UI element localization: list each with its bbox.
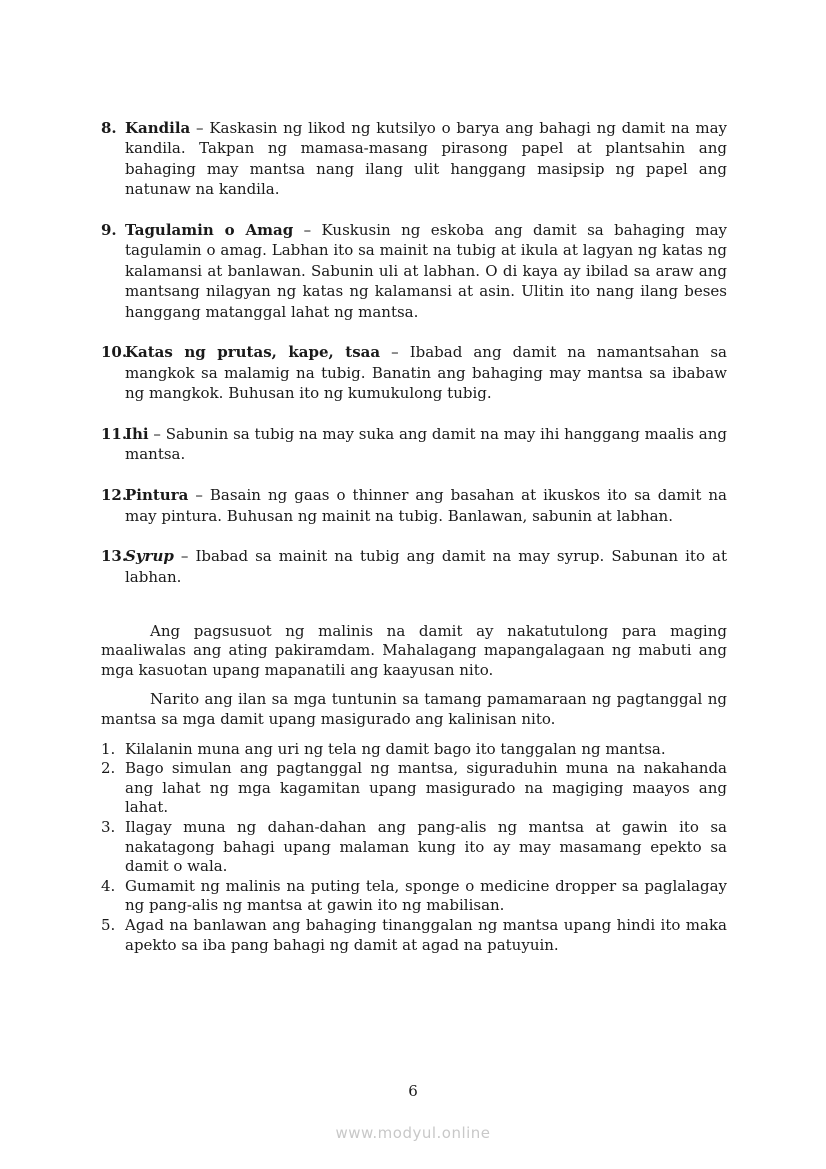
- rule-item: [101, 740, 727, 760]
- item-number: 10.: [101, 343, 128, 362]
- rule-text: Bago simulan ang pagtanggal ng mantsa, siguraduhin muna na nakahanda ang lahat ng mga kagamitan upang masigurado na magiging maayos ang lahat.: [125, 759, 727, 817]
- stain-item: [101, 342, 727, 403]
- stain-instructions: – Sabunin sa tubig na may suka ang damit na may ihi hanggang maalis ang mantsa.: [125, 425, 727, 464]
- stain-instructions: – Ibabad sa mainit na tubig ang damit na may syrup. Sabunan ito at labhan.: [125, 547, 727, 586]
- stain-instructions: – Kaskasin ng likod ng kutsilyo o barya ang bahagi ng damit na may kandila. Takpan ng mamasa-masang pirasong papel at plantsahin ang bahaging may mantsa nang ilang ulit hanggang masipsip ng papel ang natunaw na kandila.: [125, 119, 727, 199]
- stain-instructions: – Basain ng gaas o thinner ang basahan at ikuskos ito sa damit na may pintura. Buhusan ng mainit na tubig. Banlawan, sabunin at labhan.: [125, 486, 727, 525]
- stain-term: Syrup: [125, 547, 174, 566]
- item-number: 12.: [101, 486, 128, 505]
- document-body: [101, 118, 727, 955]
- page-number: 6: [408, 1082, 418, 1100]
- rule-text: Ilagay muna ng dahan-dahan ang pang-alis ng mantsa at gawin ito sa nakatagong bahagi upang malaman kung ito ay may masamang epekto sa damit o wala.: [125, 818, 727, 876]
- intro-paragraph: Ang pagsusuot ng malinis na damit ay nakatutulong para maging maaliwalas ang ating pakiramdam. Mahalagang mapangalagaan ng mabuti ang mga kasuotan upang mapanatili ang kaayusan nito.: [101, 621, 727, 679]
- rule-item: [101, 818, 727, 877]
- rule-number: 1.: [101, 739, 116, 758]
- stain-item: [101, 220, 727, 322]
- item-number: 9.: [101, 221, 117, 240]
- stain-term: Ihi: [125, 425, 149, 444]
- stain-item: [101, 424, 727, 465]
- watermark-text: www.modyul.online: [335, 1124, 491, 1142]
- rule-item: [101, 916, 727, 955]
- rule-number: 4.: [101, 876, 116, 895]
- stain-item: [101, 118, 727, 200]
- item-number: 13.: [101, 547, 128, 566]
- section-spacer: [101, 608, 727, 622]
- rule-text: Gumamit ng malinis na puting tela, sponge o medicine dropper sa paglalagay ng pang-alis ng mantsa at gawin ito ng mabilisan.: [125, 876, 727, 915]
- rules-intro-paragraph: Narito ang ilan sa mga tuntunin sa tamang pamamaraan ng pagtanggal ng mantsa sa mga damit upang masigurado ang kalinisan nito.: [101, 690, 727, 729]
- rule-item: [101, 877, 727, 916]
- stain-instructions: – Kuskusin ng eskoba ang damit sa bahaging may tagulamin o amag. Labhan ito sa mainit na tubig at ikula at lagyan ng katas ng kalamansi at banlawan. Sabunin uli at labhan. O di kaya ay ibilad sa araw ang mantsang nilagyan ng katas ng kalamansi at asin. Ulitin ito nang ilang beses hanggang matanggal lahat ng mantsa.: [125, 221, 727, 321]
- rule-number: 2.: [101, 759, 116, 778]
- stain-item: [101, 485, 727, 526]
- rule-number: 3.: [101, 818, 116, 836]
- stain-term: Pintura: [125, 486, 189, 505]
- item-number: 11.: [101, 425, 128, 444]
- stain-removal-list: [101, 118, 727, 587]
- rules-list: [101, 740, 727, 956]
- stain-term: Katas ng prutas, kape, tsaa: [125, 343, 381, 362]
- rule-item: [101, 759, 727, 818]
- stain-instructions: – Ibabad ang damit na namantsahan sa mangkok sa malamig na tubig. Banatin ang bahaging may mantsa sa ibabaw ng mangkok. Buhusan ito ng kumukulong tubig.: [125, 343, 727, 403]
- item-number: 8.: [101, 119, 117, 137]
- stain-term: Kandila: [125, 119, 191, 137]
- rule-number: 5.: [101, 915, 116, 934]
- stain-item: [101, 546, 727, 587]
- rule-text: Agad na banlawan ang bahaging tinanggalan ng mantsa upang hindi ito maka apekto sa iba pang bahagi ng damit at agad na patuyuin.: [125, 915, 727, 954]
- stain-term: Tagulamin o Amag: [125, 221, 294, 240]
- rule-text: Kilalanin muna ang uri ng tela ng damit bago ito tanggalan ng mantsa.: [125, 739, 666, 758]
